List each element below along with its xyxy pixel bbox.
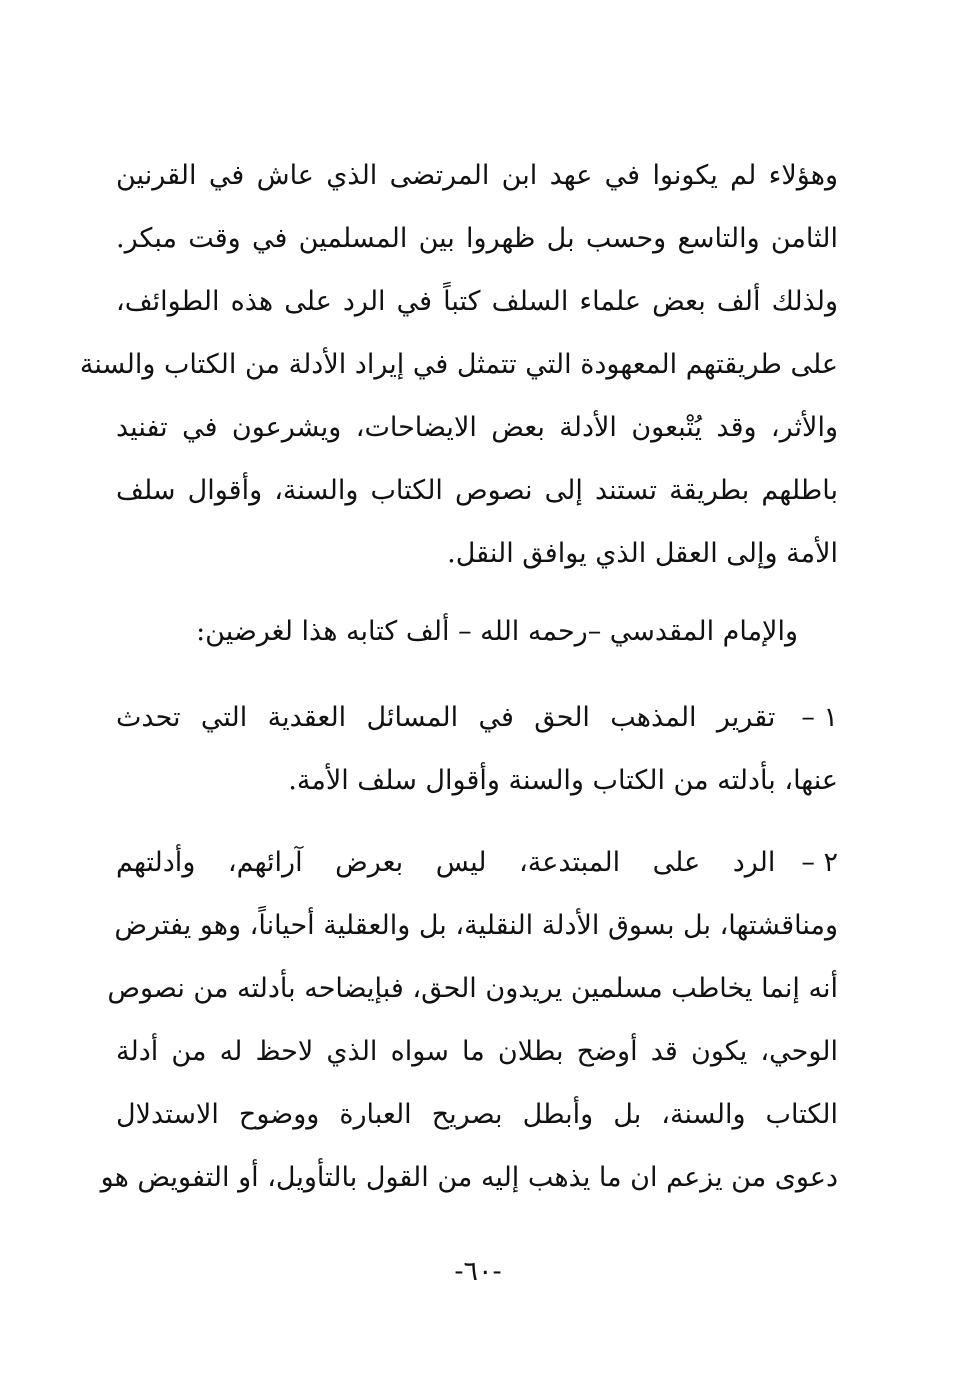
text-line: [116, 831, 838, 894]
text-line: الثامن والتاسع وحسب بل ظهروا بين المسلمين في وقت مبكر.: [116, 223, 838, 254]
paragraph-purposes-intro: [116, 600, 838, 663]
text-line: على طريقتهم المعهودة التي تتمثل في إيراد الأدلة من الكتاب والسنة: [79, 349, 838, 380]
list-item-2: [100, 831, 838, 1209]
page-number: -٦٠-: [454, 1256, 502, 1287]
list-text: تقرير المذهب الحق في المسائل العقدية التي تحدث: [116, 702, 776, 733]
text-line: والإمام المقدسي –رحمه الله – ألف كتابه هذا لغرضين:: [196, 616, 798, 647]
text-line: دعوى من يزعم ان ما يذهب إليه من القول بالتأويل، أو التفويض هو: [100, 1162, 838, 1193]
text-line: أنه إنما يخاطب مسلمين يريدون الحق، فبإيضاحه بأدلته من نصوص: [107, 973, 838, 1004]
list-number: ٢ –: [801, 847, 838, 878]
text-line: ومناقشتها، بل بسوق الأدلة النقلية، بل والعقلية أحياناً، وهو يفترض: [114, 910, 838, 941]
paragraph-intro: [79, 144, 838, 585]
list-number: ١ –: [801, 702, 838, 733]
text-line: ولذلك ألف بعض علماء السلف كتباً في الرد على هذه الطوائف،: [116, 286, 838, 317]
list-item-1: [116, 686, 838, 812]
text-line: والأثر، وقد يُتْبعون الأدلة بعض الايضاحات، ويشرعون في تفنيد: [116, 412, 838, 443]
text-line: الوحي، يكون قد أوضح بطلان ما سواه الذي لاحظ له من أدلة: [116, 1036, 838, 1067]
text-line: الأمة وإلى العقل الذي يوافق النقل.: [447, 538, 838, 569]
text-line: عنها، بأدلته من الكتاب والسنة وأقوال سلف الأمة.: [288, 765, 838, 796]
text-line: وهؤلاء لم يكونوا في عهد ابن المرتضى الذي عاش في القرنين: [116, 160, 838, 191]
text-line: الكتاب والسنة، بل وأبطل بصريح العبارة ووضوح الاستدلال: [116, 1099, 838, 1130]
text-line: [116, 686, 838, 749]
list-text: الرد على المبتدعة، ليس بعرض آرائهم، وأدلتهم: [116, 847, 776, 878]
text-line: باطلهم بطريقة تستند إلى نصوص الكتاب والسنة، وأقوال سلف: [116, 475, 838, 506]
